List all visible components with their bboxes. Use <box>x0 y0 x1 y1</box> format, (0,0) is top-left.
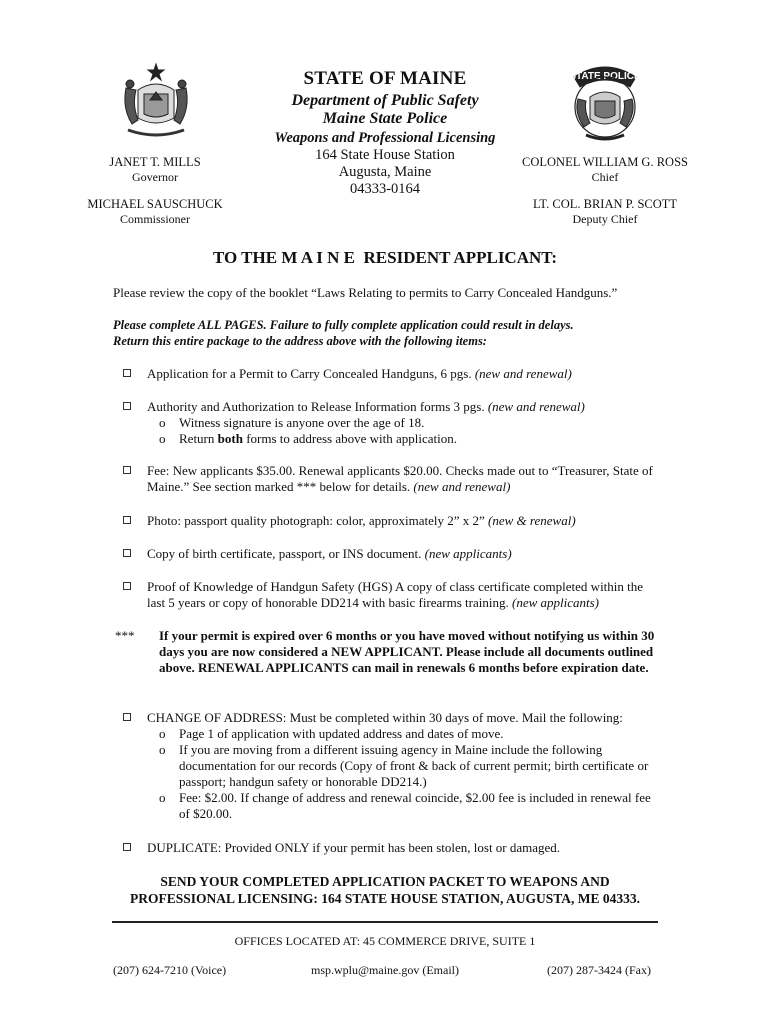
svg-text:STATE POLICE: STATE POLICE <box>569 71 641 82</box>
checkbox[interactable] <box>123 402 131 410</box>
checkbox[interactable] <box>123 516 131 524</box>
checklist-item-birth-certificate: Copy of birth certificate, passport, or INS document. (new applicants) <box>123 546 663 562</box>
agency-name: Maine State Police <box>322 110 448 127</box>
sub-item: o Return both forms to address above with application. <box>159 431 663 447</box>
unit-name: Weapons and Professional Licensing <box>274 130 496 146</box>
note-text: If your permit is expired over 6 months or you have moved without notifying us within 30 days you are now considered a NEW APPLICANT. Please include all documents outlined above. RENEWAL APPLICANTS can mail in renewals 6 months before expiration date. <box>159 628 655 675</box>
footer-phone: (207) 624-7210 (Voice) <box>113 963 227 977</box>
footer-email[interactable]: msp.wplu@maine.gov (Email) <box>310 963 460 977</box>
state-seal-icon <box>118 60 194 140</box>
footer-fax: (207) 287-3424 (Fax) <box>547 963 651 977</box>
asterisks: *** <box>115 628 135 643</box>
address-line-3: 04333-0164 <box>349 181 421 197</box>
official-role: Chief <box>591 170 619 184</box>
divider <box>112 921 658 923</box>
official-name: COLONEL WILLIAM G. ROSS <box>522 155 688 169</box>
sub-item: o Page 1 of application with updated address and dates of move. <box>159 726 663 742</box>
instructions-line-2: Return this entire package to the address above with the following items: <box>113 334 487 348</box>
checklist-item-fee: Fee: New applicants $35.00. Renewal applicants $20.00. Checks made out to “Treasurer, State of Maine.” See section marked *** below for details. (new and renewal) <box>123 463 663 495</box>
checklist-item-duplicate: DUPLICATE: Provided ONLY if your permit has been stolen, lost or damaged. <box>123 840 663 856</box>
address-line-2: Augusta, Maine <box>338 164 432 180</box>
letter-heading: TO THE M A I N E RESIDENT APPLICANT: <box>212 248 558 267</box>
official-role: Commissioner <box>119 212 190 226</box>
checklist-item-application: Application for a Permit to Carry Concealed Handguns, 6 pgs. (new and renewal) <box>123 366 663 382</box>
checkbox[interactable] <box>123 582 131 590</box>
official-chief <box>505 155 705 185</box>
intro-text: Please review the copy of the booklet “Laws Relating to permits to Carry Concealed Handguns.” <box>113 285 618 300</box>
sub-item: o Witness signature is anyone over the age of 18. <box>159 415 663 431</box>
official-name: JANET T. MILLS <box>109 155 201 169</box>
official-name: LT. COL. BRIAN P. SCOTT <box>532 197 678 211</box>
sub-item: o If you are moving from a different issuing agency in Maine include the following documentation for our records (Copy of front & back of current permit; birth certificate or passport; handgun safety or honorable DD214.) <box>159 742 663 790</box>
official-role: Deputy Chief <box>572 212 638 226</box>
state-police-badge-icon <box>564 55 646 143</box>
sub-list <box>159 726 663 822</box>
checkbox[interactable] <box>123 369 131 377</box>
official-commissioner <box>60 197 250 227</box>
official-deputy-chief <box>505 197 705 227</box>
department-name: Department of Public Safety <box>291 92 479 109</box>
instructions-line-1: Please complete ALL PAGES. Failure to fully complete application could result in delays. <box>113 318 574 332</box>
checklist-item-handgun-safety: Proof of Knowledge of Handgun Safety (HGS) A copy of class certificate completed within the last 5 years or copy of honorable DD214 with basic firearms training. (new applicants) <box>123 579 663 611</box>
footer-offices: OFFICES LOCATED AT: 45 COMMERCE DRIVE, SUITE 1 <box>234 934 536 948</box>
checklist-item-change-of-address: CHANGE OF ADDRESS: Must be completed within 30 days of move. Mail the following: o Page 1 of application with updated address and dates of move. o If you are moving from a different issuing agency in Maine include the following documentation for our records (Copy of front & back of current permit; birth certificate or passport; handgun safety or honorable DD214.) o Fee: $2.00. If change of address and renewal coincide, $2.00 fee is included in renewal fee of $20.00. <box>123 710 663 822</box>
checklist-item-authorization: Authority and Authorization to Release Information forms 3 pgs. (new and renewal) o Witness signature is anyone over the age of 18. o Return both forms to address above with application. <box>123 399 663 447</box>
sub-item: o Fee: $2.00. If change of address and renewal coincide, $2.00 fee is included in renewal fee of $20.00. <box>159 790 663 822</box>
sub-list <box>159 415 663 447</box>
checkbox[interactable] <box>123 549 131 557</box>
checkbox[interactable] <box>123 466 131 474</box>
official-governor <box>70 155 240 185</box>
address-line-1: 164 State House Station <box>315 147 455 163</box>
send-instructions: SEND YOUR COMPLETED APPLICATION PACKET TO WEAPONS AND PROFESSIONAL LICENSING: 164 STATE HOUSE STATION, AUGUSTA, ME 04333. <box>130 874 640 906</box>
expired-permit-note <box>115 628 675 676</box>
page-title: STATE OF MAINE <box>303 68 467 89</box>
checkbox[interactable] <box>123 843 131 851</box>
official-role: Governor <box>132 170 178 184</box>
official-name: MICHAEL SAUSCHUCK <box>87 197 223 211</box>
checkbox[interactable] <box>123 713 131 721</box>
checklist-item-photo: Photo: passport quality photograph: color, approximately 2” x 2” (new & renewal) <box>123 513 663 529</box>
